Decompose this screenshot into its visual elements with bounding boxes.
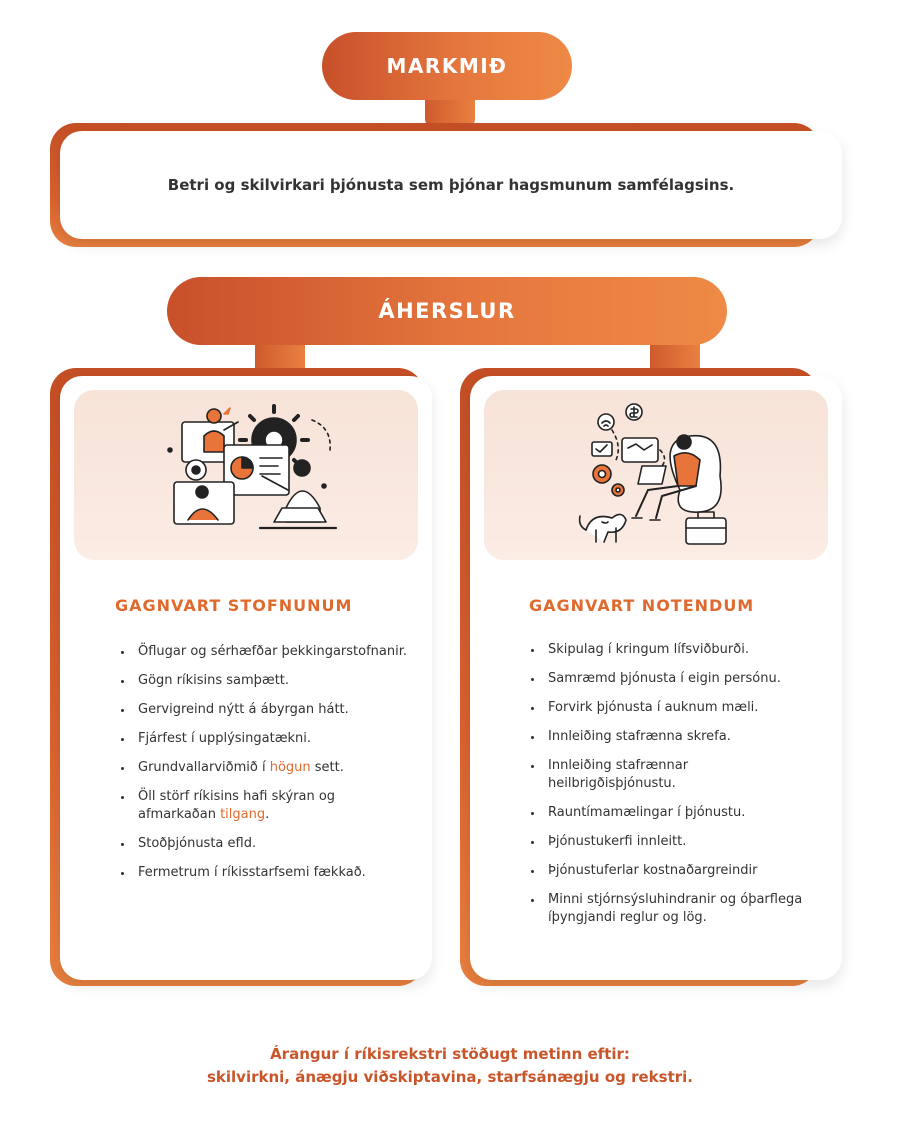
right-column-title: GAGNVART NOTENDUM: [529, 596, 755, 615]
list-item-text: sett.: [310, 760, 344, 775]
left-column-title: GAGNVART STOFNUNUM: [115, 596, 353, 615]
left-column-list: [118, 643, 414, 893]
list-item: • Þjónustukerfi innleitt.: [544, 833, 809, 851]
list-item: • Skipulag í kringum lífsviðburði.: [544, 641, 809, 659]
list-item: • Rauntímamælingar í þjónustu.: [544, 804, 809, 822]
team-data-analysis-illustration: [74, 390, 418, 560]
list-item-highlight: högun: [269, 760, 311, 775]
footer-line-1: Árangur í ríkisrekstri stöðugt metinn eftir:: [270, 1045, 630, 1063]
list-item: • Innleiðing stafrænnar heilbrigðisþjónustu.: [544, 757, 809, 793]
list-item: • Öflugar og sérhæfðar þekkingarstofnanir.: [134, 643, 414, 661]
list-item: • Stoðþjónusta efld.: [134, 835, 414, 853]
right-column-list: [528, 641, 809, 938]
goal-title-pill: [322, 32, 572, 100]
list-item-text: Grundvallarviðmið í: [138, 760, 270, 775]
list-item: • Gervigreind nýtt á ábyrgan hátt.: [134, 701, 414, 719]
right-illustration-panel: [484, 390, 828, 560]
list-item: • Forvirk þjónusta í auknum mæli.: [544, 699, 809, 717]
footer-summary: [0, 1043, 900, 1089]
list-item-highlight: tilgang: [220, 807, 266, 822]
list-item: • Gögn ríkisins samþætt.: [134, 672, 414, 690]
list-item: • Þjónustuferlar kostnaðargreindir: [544, 862, 809, 880]
list-item: [134, 788, 414, 824]
focus-title-pill: [167, 277, 727, 345]
footer-line-2: skilvirkni, ánægju viðskiptavina, starfsánægju og rekstri.: [207, 1068, 693, 1086]
list-item: • Samræmd þjónusta í eigin persónu.: [544, 670, 809, 688]
goal-title: MARKMIÐ: [386, 54, 508, 78]
list-item-text: .: [265, 807, 270, 822]
list-item: • Innleiðing stafrænna skrefa.: [544, 728, 809, 746]
list-item: [134, 759, 414, 777]
list-item: • Minni stjórnsýsluhindranir og óþarflega íþyngjandi reglur og lög.: [544, 891, 809, 927]
goal-text: Betri og skilvirkari þjónusta sem þjónar hagsmunum samfélagsins.: [167, 176, 735, 194]
left-illustration-panel: [74, 390, 418, 560]
user-online-services-illustration: [484, 390, 828, 560]
list-item-text: Öll störf ríkisins hafi skýran og afmarkaðan: [138, 789, 336, 822]
list-item: • Fjárfest í upplýsingatækni.: [134, 730, 414, 748]
list-item: • Fermetrum í ríkisstarfsemi fækkað.: [134, 864, 414, 882]
focus-title: ÁHERSLUR: [378, 299, 516, 323]
